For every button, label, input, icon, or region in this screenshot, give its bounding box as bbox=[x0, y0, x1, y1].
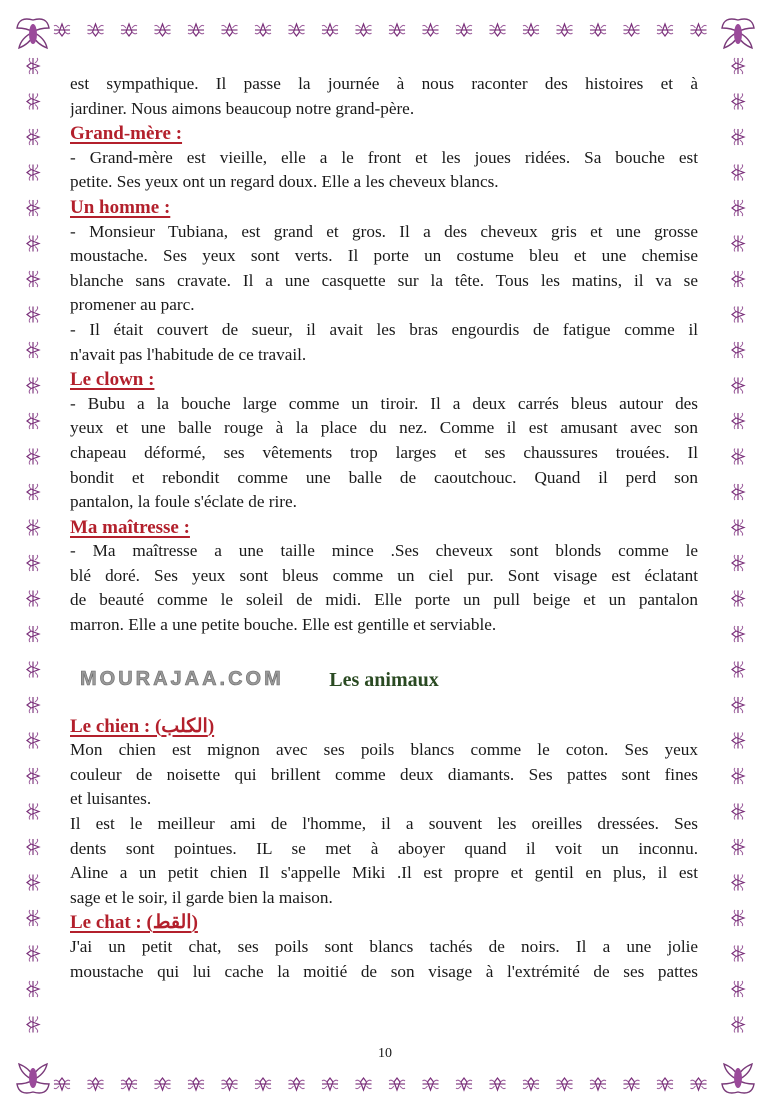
border-ornament-icon bbox=[557, 1078, 573, 1090]
border-ornament-icon bbox=[523, 24, 539, 36]
border-ornament-icon bbox=[27, 484, 39, 500]
border-ornament-icon bbox=[732, 58, 744, 74]
border-ornament-icon bbox=[732, 839, 744, 855]
border-ornament-icon bbox=[732, 591, 744, 607]
border-ornament-icon bbox=[222, 24, 238, 36]
text-line: dents sont pointues. IL se met à aboyer quand il voit un inconnu. bbox=[70, 838, 698, 858]
text-line: Aline a un petit chien Il s'appelle Miki .Il est propre et gentil en plus, il est bbox=[70, 863, 698, 883]
border-ornament-icon bbox=[27, 413, 39, 429]
border-ornament-icon bbox=[732, 413, 744, 429]
border-ornament-icon bbox=[27, 94, 39, 110]
text-line: - Ma maîtresse a une taille mince .Ses cheveux sont blonds comme le bbox=[70, 541, 698, 561]
document-body bbox=[70, 72, 698, 984]
border-ornament-icon bbox=[27, 591, 39, 607]
border-ornament-icon bbox=[490, 24, 506, 36]
border-ornament-icon bbox=[27, 271, 39, 287]
border-ornament-icon bbox=[255, 24, 271, 36]
border-ornament-icon bbox=[27, 378, 39, 394]
corner-ornament-icon bbox=[17, 1064, 49, 1093]
corner-ornament-icon bbox=[17, 19, 49, 48]
border-ornament-icon bbox=[389, 1078, 405, 1090]
border-ornament-icon bbox=[27, 733, 39, 749]
border-ornament-icon bbox=[624, 1078, 640, 1090]
text-line: - Bubu a la bouche large comme un tiroir. Il a deux carrés bleus autour des bbox=[70, 393, 698, 413]
border-ornament-icon bbox=[523, 1078, 539, 1090]
border-ornament-icon bbox=[27, 555, 39, 571]
border-ornament-icon bbox=[289, 24, 305, 36]
border-ornament-icon bbox=[27, 307, 39, 323]
text-line: - Grand-mère est vieille, elle a le front et les joues ridées. Sa bouche est bbox=[70, 147, 698, 167]
border-ornament-icon bbox=[88, 24, 104, 36]
border-ornament-icon bbox=[27, 342, 39, 358]
text-line: et luisantes. bbox=[70, 789, 152, 809]
border-ornament-icon bbox=[188, 1078, 204, 1090]
border-ornament-icon bbox=[121, 1078, 137, 1090]
border-ornament-icon bbox=[691, 1078, 707, 1090]
border-ornament-icon bbox=[732, 662, 744, 678]
paragraph bbox=[70, 146, 698, 195]
section-heading: Un homme : bbox=[70, 196, 171, 218]
text-line: est sympathique. Il passe la journée à nous raconter des histoires et à bbox=[70, 74, 698, 93]
border-ornament-icon bbox=[732, 946, 744, 962]
watermark: MOURAJAA.COM bbox=[80, 668, 284, 690]
text-line: de beauté comme le soleil de midi. Elle porte un pull beige et un pantalon bbox=[70, 590, 698, 610]
border-ornament-icon bbox=[732, 768, 744, 784]
border-ornament-icon bbox=[27, 236, 39, 252]
border-ornament-icon bbox=[356, 1078, 372, 1090]
border-ornament-icon bbox=[590, 1078, 606, 1090]
border-ornament-icon bbox=[691, 24, 707, 36]
border-ornament-icon bbox=[557, 24, 573, 36]
border-ornament-icon bbox=[423, 1078, 439, 1090]
text-line: yeux et une balle rouge à la place du nez. Comme il est amusant avec son bbox=[70, 418, 698, 438]
border-ornament-icon bbox=[88, 1078, 104, 1090]
corner-ornament-icon bbox=[722, 1064, 754, 1093]
border-ornament-icon bbox=[732, 1017, 744, 1033]
border-ornament-icon bbox=[27, 875, 39, 891]
paragraph bbox=[70, 220, 698, 318]
section-heading: Grand-mère : bbox=[70, 123, 183, 145]
border-ornament-icon bbox=[732, 271, 744, 287]
border-ornament-icon bbox=[27, 697, 39, 713]
paragraph bbox=[70, 539, 698, 637]
page-number: 10 bbox=[378, 1046, 392, 1061]
border-ornament-icon bbox=[27, 58, 39, 74]
border-ornament-icon bbox=[732, 129, 744, 145]
border-ornament-icon bbox=[490, 1078, 506, 1090]
border-ornament-icon bbox=[624, 24, 640, 36]
border-ornament-icon bbox=[456, 24, 472, 36]
border-ornament-icon bbox=[27, 626, 39, 642]
border-ornament-icon bbox=[27, 910, 39, 926]
border-ornament-icon bbox=[423, 24, 439, 36]
border-ornament-icon bbox=[732, 555, 744, 571]
text-line: J'ai un petit chat, ses poils sont blancs tachés de noirs. Il a une jolie bbox=[70, 937, 698, 956]
border-ornament-icon bbox=[27, 662, 39, 678]
border-ornament-icon bbox=[54, 24, 70, 36]
border-ornament-icon bbox=[732, 236, 744, 252]
text-line: promener au parc. bbox=[70, 295, 195, 315]
text-line: - Il était couvert de sueur, il avait les bras engourdis de fatigue comme il bbox=[70, 319, 698, 339]
paragraph bbox=[70, 392, 698, 515]
border-ornament-icon bbox=[732, 697, 744, 713]
border-ornament-icon bbox=[54, 1078, 70, 1090]
text-line: moustache. Ses yeux sont verts. Il porte un costume bleu et une chemise bbox=[70, 246, 698, 266]
corner-ornament-icon bbox=[722, 19, 754, 48]
border-ornament-icon bbox=[289, 1078, 305, 1090]
border-ornament-icon bbox=[389, 24, 405, 36]
border-ornament-icon bbox=[732, 804, 744, 820]
section-heading: Le chien : (الكلب) bbox=[70, 715, 215, 737]
border-ornament-icon bbox=[732, 910, 744, 926]
border-ornament-icon bbox=[27, 946, 39, 962]
text-line: sage et le soir, il garde bien la maison. bbox=[70, 887, 333, 907]
border-ornament-icon bbox=[657, 1078, 673, 1090]
border-ornament-icon bbox=[27, 804, 39, 820]
paragraph bbox=[70, 738, 698, 812]
border-ornament-icon bbox=[255, 1078, 271, 1090]
border-ornament-icon bbox=[188, 24, 204, 36]
section-title: Les animaux bbox=[329, 668, 439, 691]
border-ornament-icon bbox=[27, 981, 39, 997]
text-line: n'avait pas l'habitude de ce travail. bbox=[70, 344, 307, 364]
border-ornament-icon bbox=[27, 129, 39, 145]
section-heading: Le chat : (القط) bbox=[70, 912, 198, 934]
border-ornament-icon bbox=[27, 200, 39, 216]
paragraph bbox=[70, 935, 698, 984]
border-ornament-icon bbox=[27, 1017, 39, 1033]
border-ornament-icon bbox=[155, 1078, 171, 1090]
text-line: bondit et rebondit comme une balle de caoutchouc. Quand il perd son bbox=[70, 467, 698, 487]
border-ornament-icon bbox=[732, 484, 744, 500]
border-ornament-icon bbox=[732, 342, 744, 358]
border-ornament-icon bbox=[732, 981, 744, 997]
section-heading: Le clown : bbox=[70, 369, 155, 391]
border-ornament-icon bbox=[222, 1078, 238, 1090]
border-ornament-icon bbox=[657, 24, 673, 36]
border-ornament-icon bbox=[732, 449, 744, 465]
text-line: marron. Elle a une petite bouche. Elle est gentille et serviable. bbox=[70, 615, 497, 635]
border-ornament-icon bbox=[732, 378, 744, 394]
border-ornament-icon bbox=[322, 24, 338, 36]
border-ornament-icon bbox=[322, 1078, 338, 1090]
border-ornament-icon bbox=[27, 449, 39, 465]
border-ornament-icon bbox=[121, 24, 137, 36]
border-ornament-icon bbox=[732, 733, 744, 749]
border-ornament-icon bbox=[732, 626, 744, 642]
text-line: couleur de noisette qui brillent comme deux diamants. Ses pattes sont fines bbox=[70, 764, 698, 784]
border-ornament-icon bbox=[155, 24, 171, 36]
text-line: moustache qui lui cache la moitié de son visage à l'extrémité de ses pattes bbox=[70, 961, 698, 981]
border-ornament-icon bbox=[590, 24, 606, 36]
text-line: pantalon, la foule s'éclate de rire. bbox=[70, 492, 297, 512]
paragraph bbox=[70, 318, 698, 367]
border-ornament-icon bbox=[356, 24, 372, 36]
text-line: blé doré. Ses yeux sont bleus comme un ciel pur. Sont visage est éclatant bbox=[70, 565, 698, 585]
border-ornament-icon bbox=[732, 520, 744, 536]
text-line: - Monsieur Tubiana, est grand et gros. Il a des cheveux gris et une grosse bbox=[70, 221, 698, 241]
text-line: jardiner. Nous aimons beaucoup notre grand-père. bbox=[70, 98, 415, 118]
paragraph bbox=[70, 72, 698, 121]
border-ornament-icon bbox=[456, 1078, 472, 1090]
text-line: Mon chien est mignon avec ses poils blancs comme le coton. Ses yeux bbox=[70, 740, 698, 760]
border-ornament-icon bbox=[27, 839, 39, 855]
border-ornament-icon bbox=[27, 768, 39, 784]
section-heading: Ma maîtresse : bbox=[70, 516, 190, 538]
paragraph bbox=[70, 812, 698, 910]
border-ornament-icon bbox=[732, 875, 744, 891]
text-line: petite. Ses yeux ont un regard doux. Elle a les cheveux blancs. bbox=[70, 172, 499, 192]
border-ornament-icon bbox=[732, 94, 744, 110]
border-ornament-icon bbox=[732, 307, 744, 323]
border-ornament-icon bbox=[27, 165, 39, 181]
border-ornament-icon bbox=[732, 200, 744, 216]
border-ornament-icon bbox=[27, 520, 39, 536]
text-line: Il est le meilleur ami de l'homme, il a souvent les oreilles dressées. Ses bbox=[70, 814, 698, 834]
text-line: blanche sans cravate. Il a une casquette sur la tête. Tous les matins, il va se bbox=[70, 270, 698, 290]
border-ornament-icon bbox=[732, 165, 744, 181]
text-line: chapeau déformé, ses vêtements trop larges et ses chaussures trouées. Il bbox=[70, 442, 698, 462]
